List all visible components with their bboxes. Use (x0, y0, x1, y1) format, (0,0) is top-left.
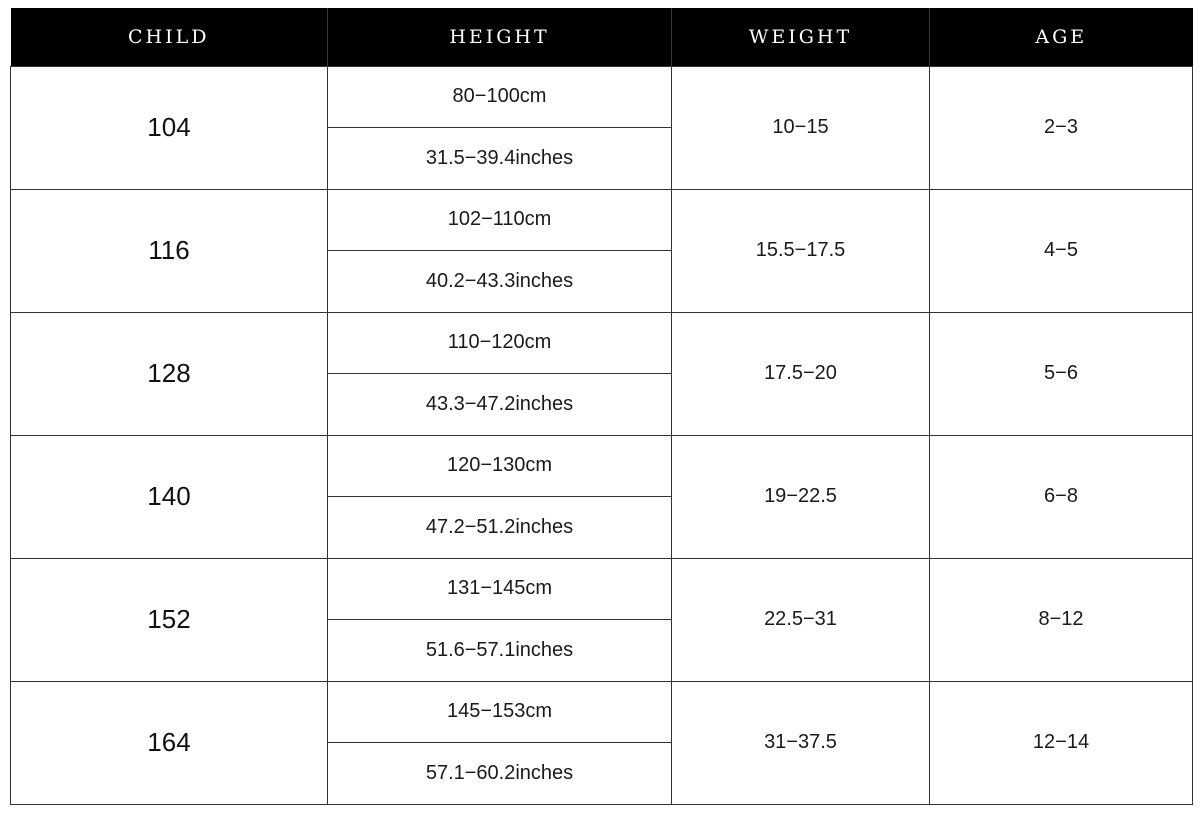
table-row (11, 189, 1193, 251)
age-cell: 8−12 (930, 558, 1193, 681)
table-row (11, 66, 1193, 128)
weight-cell: 19−22.5 (672, 435, 930, 558)
table-header (11, 8, 1193, 66)
height-in-cell: 40.2−43.3inches (328, 251, 672, 313)
weight-cell: 31−37.5 (672, 681, 930, 804)
weight-cell: 15.5−17.5 (672, 189, 930, 312)
weight-cell: 17.5−20 (672, 312, 930, 435)
height-in-cell: 57.1−60.2inches (328, 743, 672, 805)
header-age: AGE (930, 8, 1193, 66)
height-in-cell: 31.5−39.4inches (328, 128, 672, 190)
size-cell: 140 (11, 435, 328, 558)
table-row (11, 435, 1193, 497)
age-cell: 5−6 (930, 312, 1193, 435)
header-child: CHILD (11, 8, 328, 66)
table-row (11, 312, 1193, 374)
height-cm-cell: 145−153cm (328, 681, 672, 743)
size-chart (10, 8, 1192, 804)
height-in-cell: 51.6−57.1inches (328, 620, 672, 682)
age-cell: 4−5 (930, 189, 1193, 312)
size-cell: 128 (11, 312, 328, 435)
size-cell: 164 (11, 681, 328, 804)
height-cm-cell: 80−100cm (328, 66, 672, 128)
height-cm-cell: 120−130cm (328, 435, 672, 497)
height-cm-cell: 110−120cm (328, 312, 672, 374)
table-body (11, 66, 1193, 804)
size-cell: 104 (11, 66, 328, 189)
header-weight: WEIGHT (672, 8, 930, 66)
height-in-cell: 47.2−51.2inches (328, 497, 672, 559)
height-in-cell: 43.3−47.2inches (328, 374, 672, 436)
size-cell: 152 (11, 558, 328, 681)
size-chart-table (10, 8, 1193, 805)
header-row (11, 8, 1193, 66)
age-cell: 12−14 (930, 681, 1193, 804)
height-cm-cell: 131−145cm (328, 558, 672, 620)
height-cm-cell: 102−110cm (328, 189, 672, 251)
weight-cell: 22.5−31 (672, 558, 930, 681)
size-cell: 116 (11, 189, 328, 312)
table-row (11, 681, 1193, 743)
age-cell: 2−3 (930, 66, 1193, 189)
header-height: HEIGHT (328, 8, 672, 66)
weight-cell: 10−15 (672, 66, 930, 189)
table-row (11, 558, 1193, 620)
age-cell: 6−8 (930, 435, 1193, 558)
